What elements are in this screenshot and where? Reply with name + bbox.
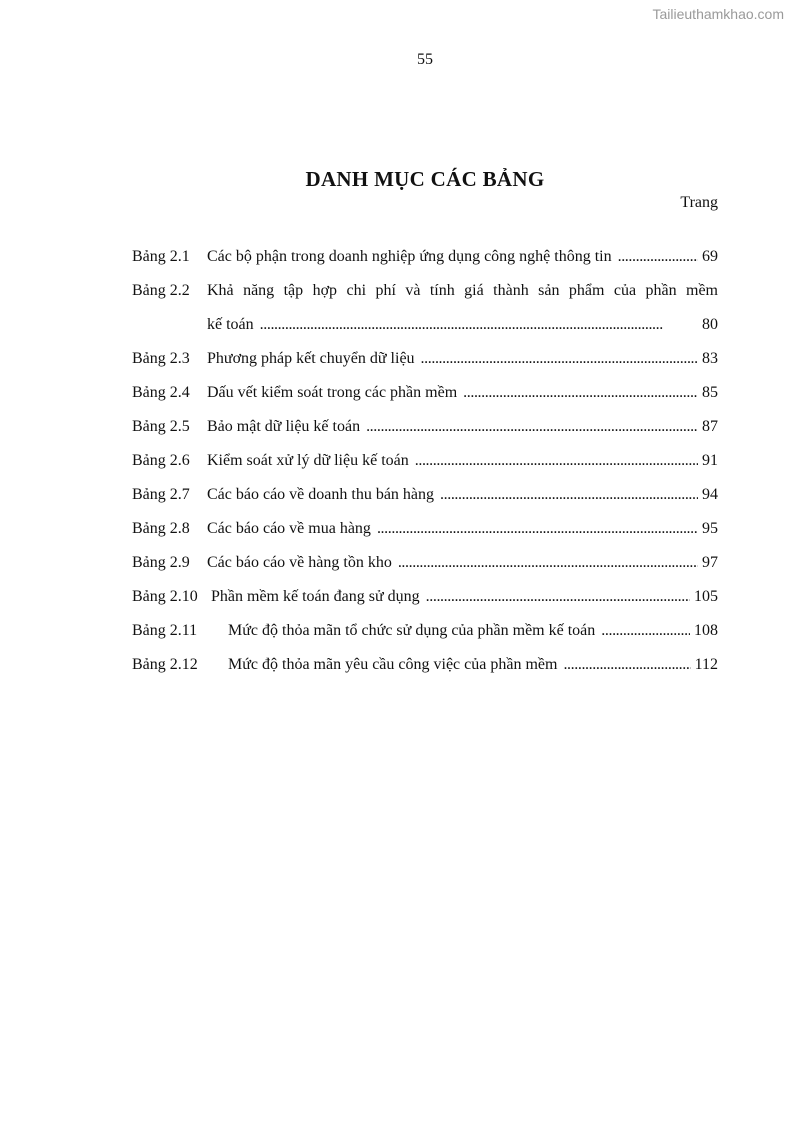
list-item[interactable] [132,245,718,279]
entry-title: Khả năng tập hợp chi phí và tính giá thành sản phẩm của phần mềm [207,282,718,299]
entry-page: 83 [702,350,718,367]
list-item[interactable] [132,653,718,687]
page-number: 55 [417,51,433,68]
entry-label: Bảng 2.8 [132,520,190,537]
entry-page: 87 [702,418,718,435]
entry-page: 95 [702,520,718,537]
entry-page: 69 [702,248,718,265]
dot-leader [377,517,698,541]
list-item[interactable] [132,551,718,585]
list-item[interactable] [132,449,718,483]
dot-leader [398,551,698,575]
list-item[interactable] [132,585,718,619]
list-item[interactable] [132,347,718,381]
entry-label: Bảng 2.2 [132,282,190,299]
list-item-continuation[interactable] [132,313,718,347]
entry-page: 80 [702,316,718,333]
entry-label: Bảng 2.11 [132,622,198,639]
entry-label: Bảng 2.1 [132,248,190,265]
entry-title: Kiểm soát xử lý dữ liệu kế toán [207,452,409,469]
entry-title: Dấu vết kiểm soát trong các phần mềm [207,384,458,401]
dot-leader [260,313,698,337]
dot-leader [440,483,698,507]
dot-leader [415,449,698,473]
dot-leader [601,619,690,643]
entry-title: Các bộ phận trong doanh nghiệp ứng dụng công nghệ thông tin [207,248,612,265]
dot-leader [618,245,698,269]
entry-title: Các báo cáo về hàng tồn kho [207,554,392,571]
entry-page: 91 [702,452,718,469]
table-list [132,245,718,687]
entry-label: Bảng 2.3 [132,350,190,367]
entry-label: Bảng 2.5 [132,418,190,435]
list-item[interactable] [132,517,718,551]
entry-page: 94 [702,486,718,503]
entry-label: Bảng 2.12 [132,656,198,673]
entry-title: Các báo cáo về mua hàng [207,520,371,537]
entry-page: 85 [702,384,718,401]
entry-label: Bảng 2.4 [132,384,190,401]
dot-leader [421,347,698,371]
list-item[interactable] [132,619,718,653]
entry-page: 105 [694,588,718,605]
list-item[interactable] [132,415,718,449]
entry-title: Các báo cáo về doanh thu bán hàng [207,486,435,503]
entry-page: 97 [702,554,718,571]
entry-label: Bảng 2.6 [132,452,190,469]
entry-page: 112 [694,656,718,673]
entry-title-continuation: kế toán [207,316,254,333]
dot-leader [563,653,690,677]
dot-leader [366,415,698,439]
entry-title: Phần mềm kế toán đang sử dụng [211,588,420,605]
dot-leader [426,585,690,609]
entry-page: 108 [694,622,718,639]
entry-title: Phương pháp kết chuyển dữ liệu [207,350,415,367]
list-item[interactable] [132,381,718,415]
page-column-label: Trang [680,194,718,211]
list-item[interactable] [132,279,718,313]
entry-label: Bảng 2.10 [132,588,198,605]
list-item[interactable] [132,483,718,517]
entry-title: Mức độ thỏa mãn tổ chức sử dụng của phần mềm kế toán [228,622,596,639]
entry-title: Bảo mật dữ liệu kế toán [207,418,361,435]
watermark: Tailieuthamkhao.com [652,6,784,22]
entry-title: Mức độ thỏa mãn yêu cầu công việc của phần mềm [228,656,558,673]
dot-leader [463,381,698,405]
entry-label: Bảng 2.9 [132,554,190,571]
page-title: DANH MỤC CÁC BẢNG [305,167,545,191]
entry-label: Bảng 2.7 [132,486,190,503]
